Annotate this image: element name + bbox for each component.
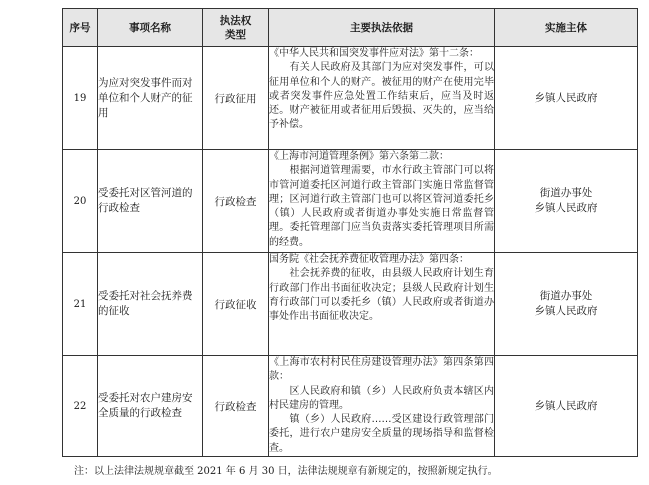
table-row xyxy=(63,356,638,457)
footnote: 注：以上法律法规规章截至 2021 年 6 月 30 日，法律法规规章有新规定的，按照新规定执行。 xyxy=(74,466,498,477)
header-basis: 主要执法依据 xyxy=(269,9,495,47)
basis-text: 《中华人民共和国突发事件应对法》第十二条： 有关人民政府及其部门为应对突发事件，可以征用单位和个人的财产。被征用的财产在使用完毕或者突发事件应急处置工作结束后，应当及时返还。财产被征用或者征用后毁损、灭失的，应当给予补偿。 xyxy=(269,48,494,131)
enforcement-type: 行政检查 xyxy=(203,150,269,253)
implementing-body: 乡镇人民政府 xyxy=(495,47,638,150)
row-number: 22 xyxy=(63,356,98,457)
row-number: 21 xyxy=(63,253,98,356)
basis-text: 《上海市农村村民住房建设管理办法》第四条第四款： 区人民政府和镇（乡）人民政府负责本辖区内村民建房的管理。 镇（乡）人民政府……受区建设行政管理部门委托，进行农户建房安全质量的现场指导和监督检查。 xyxy=(269,357,494,454)
row-number: 19 xyxy=(63,47,98,150)
header-type: 执法权 类型 xyxy=(203,9,269,47)
enforcement-type: 行政检查 xyxy=(203,356,269,457)
table-row xyxy=(63,150,638,253)
item-name: 为应对突发事件而对单位和个人财产的征用 xyxy=(98,47,203,150)
table-row xyxy=(63,253,638,356)
enforcement-type: 行政征用 xyxy=(203,47,269,150)
item-name: 受委托对社会抚养费的征收 xyxy=(98,253,203,356)
table-header-row xyxy=(63,9,638,47)
law-enforcement-table xyxy=(62,8,638,457)
item-name: 受委托对农户建房安全质量的行政检查 xyxy=(98,356,203,457)
enforcement-basis xyxy=(269,150,495,253)
header-no: 序号 xyxy=(63,9,98,47)
table-row xyxy=(63,47,638,150)
enforcement-basis xyxy=(269,356,495,457)
item-name: 受委托对区管河道的行政检查 xyxy=(98,150,203,253)
basis-text: 《上海市河道管理条例》第六条第二款： 根据河道管理需要，市水行政主管部门可以将市管河道委托区河道行政主管部门实施日常监督管理；区河道行政主管部门也可以将区管河道委托乡（镇）人民政府或者街道办事处实施日常监督管理。委托管理部门应当负责落实委托管理项目所需的经费。 xyxy=(269,151,494,248)
header-name: 事项名称 xyxy=(98,9,203,47)
row-number: 20 xyxy=(63,150,98,253)
enforcement-type: 行政征收 xyxy=(203,253,269,356)
header-body: 实施主体 xyxy=(495,9,638,47)
implementing-body: 乡镇人民政府 xyxy=(495,356,638,457)
implementing-body: 街道办事处 乡镇人民政府 xyxy=(495,150,638,253)
enforcement-basis xyxy=(269,253,495,356)
enforcement-basis xyxy=(269,47,495,150)
implementing-body: 街道办事处 乡镇人民政府 xyxy=(495,253,638,356)
basis-text: 国务院《社会抚养费征收管理办法》第四条： 社会抚养费的征收，由县级人民政府计划生育行政部门作出书面征收决定；县级人民政府计划生育行政部门可以委托乡（镇）人民政府或者街道办事处作出书面征收决定。 xyxy=(269,254,494,323)
